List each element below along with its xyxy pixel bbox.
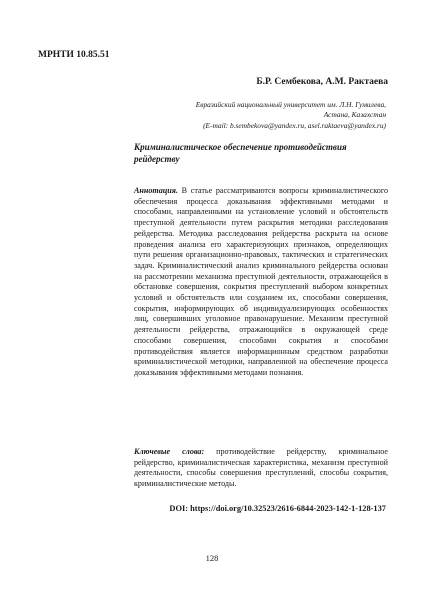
abstract-text: В статье рассматриваются вопросы криминалистического обеспечения процесса доказывания эффективными методами и способами, направленными на установление условий и обстоятельств преступной деятельности путем раскрытия методики расследования рейдерства. Методика расследования рейдерства раскрыта на основе проведения анализа его характеризующих признаков, определяющих пути решения организационно-правовых, тактических и стратегических задач. Криминалистический анализ криминального рейдерства основан на рассмотрении механизма преступной деятельности, отражающейся в обстановке совершения, сокрытия преступлений выбором конкретных условий и обстоятельств или созданием их, способами совершения, сокрытия, информирующих об индивидуализирующих особенностях лиц, совершивших уголовное правонарушение. Механизм преступной деятельности рейдерства, отражающийся в окружающей среде способами совершения, способами сокрытия и способами противодействия является информационным средством разработки криминалистической методики, направленной на обеспечение процесса доказывания эффективными методами познания. <box>134 186 388 377</box>
keywords-text: противодействие рейдерству, криминальное рейдерство, криминалистическая характеристика, механизм преступной деятельности, способы совершения преступлений, способы сокрытия, криминалистические методы. <box>134 447 388 489</box>
affiliation-institution: Евразийский национальный университет им. Л.Н. Гумилева, <box>195 100 386 109</box>
article-authors: Б.Р. Сембекова, А.М. Рактаева <box>256 77 388 87</box>
author-affiliation <box>136 100 386 131</box>
doi-link[interactable]: DOI: https://doi.org/10.32523/2616-6844-2023-142-1-128-137 <box>169 504 386 513</box>
mrnti-code: МРНТИ 10.85.51 <box>38 50 110 60</box>
keywords-block <box>134 447 388 490</box>
affiliation-email: (E-mail: b.sembekova@yandex.ru, asel.raktaeva@yandex.ru) <box>203 120 386 130</box>
abstract-label: Аннотация. <box>134 186 178 195</box>
article-title: Криминалистическое обеспечение противодействия рейдерству <box>134 142 347 164</box>
affiliation-location: Астана, Казахстан <box>323 110 386 120</box>
page-number: 128 <box>205 553 219 563</box>
keywords-label: Ключевые слова: <box>134 447 205 456</box>
abstract-block <box>134 186 388 379</box>
